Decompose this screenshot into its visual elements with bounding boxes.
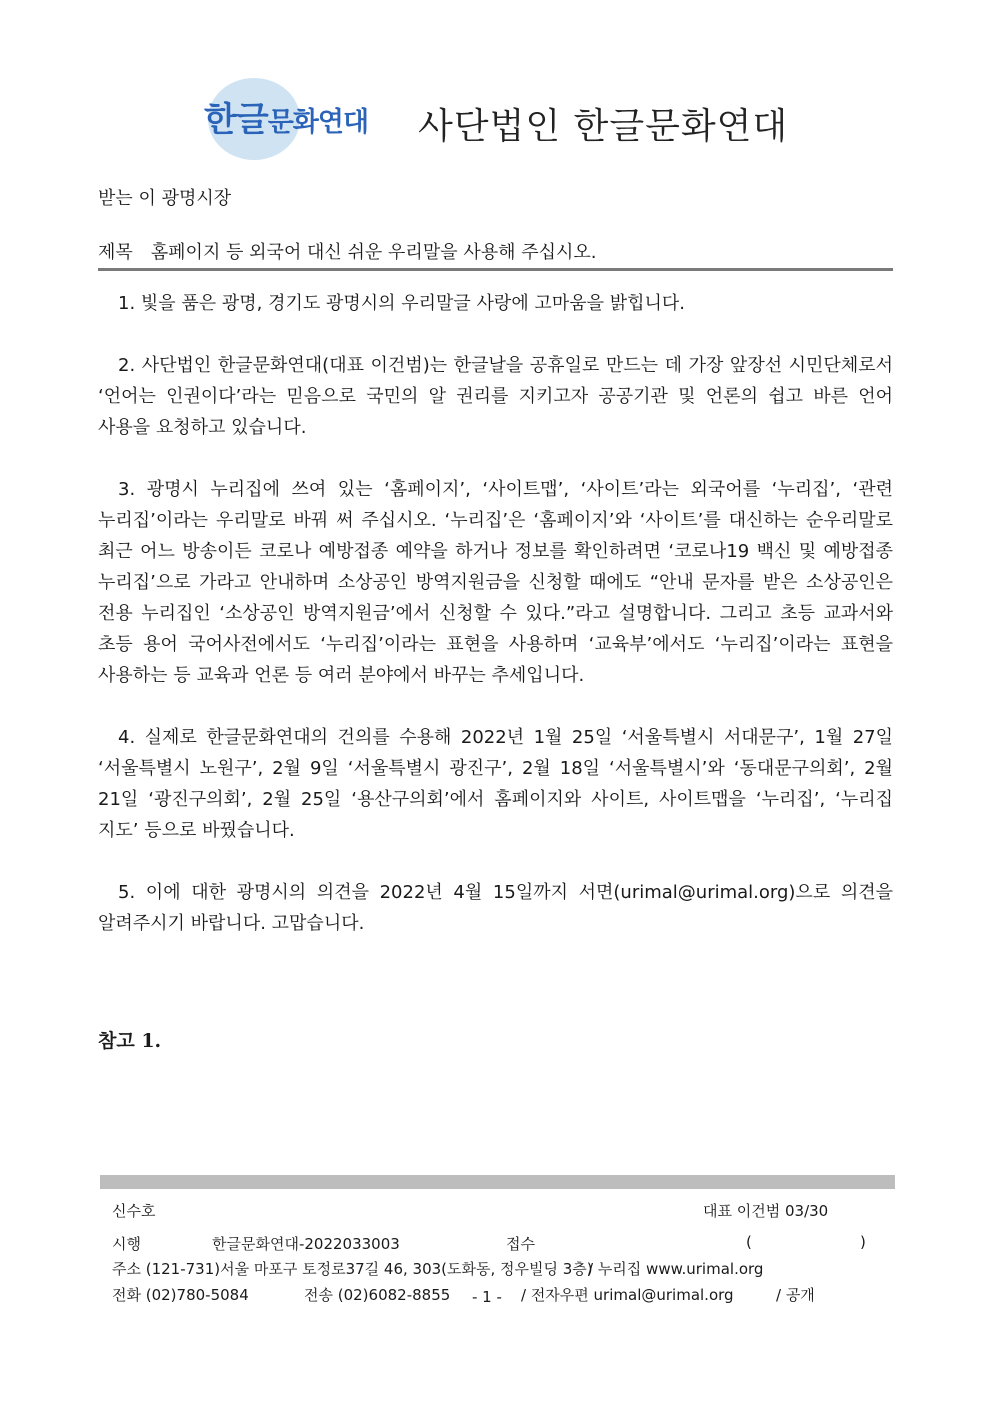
paragraph-4: 4. 실제로 한글문화연대의 건의를 수용해 2022년 1월 25일 ‘서울특별시 서대문구’, 1월 27일 ‘서울특별시 노원구’, 2월 9일 ‘서울특별시 광진구’, 2월 18일 ‘서울특별시’와 ‘동대문구의회’, 2월 21일 ‘광진구의회’, 2월 25일 ‘용산구의회’에서 홈페이지와 사이트, 사이트맵을 ‘누리집’, ‘누리집 지도’ 등으로 바꿨습니다.	[98, 727, 893, 841]
recipient: 받는 이 광명시장	[98, 188, 232, 209]
jeopsu-open-paren: (	[746, 1233, 752, 1251]
jeopsu-close-paren: )	[860, 1233, 866, 1251]
paragraph-3: 3. 광명시 누리집에 쓰여 있는 ‘홈페이지’, ‘사이트맵’, ‘사이트’라는 외국어를 ‘누리집’, ‘관련 누리집’이라는 우리말로 바꿔 써 주십시오. ‘누리집’은 ‘홈페이지’와 ‘사이트’를 대신하는 순우리말로 최근 어느 방송이든 코로나 예방접종 예약을 하거나 정보를 확인하려면 ‘코로나19 백신 및 예방접종 누리집’으로 가라고 안내하며 소상공인 방역지원금을 신청할 때에도 “안내 문자를 받은 소상공인은 전용 누리집인 ‘소상공인 방역지원금’에서 신청할 수 있다.”라고 설명합니다. 그리고 초등 교과서와 초등 용어 국어사전에서도 ‘누리집’이라는 표현을 사용하며 ‘교육부’에서도 ‘누리집’이라는 표현을 사용하는 등 교육과 언론 등 여러 분야에서 바꾸는 추세입니다.	[98, 479, 893, 686]
doc-number: 한글문화연대-2022033003	[212, 1235, 400, 1253]
header-divider	[98, 268, 893, 271]
letter-body	[98, 288, 893, 970]
org-title: 사단법인 한글문화연대	[418, 106, 789, 147]
footer-divider	[100, 1175, 895, 1189]
page-number: - 1 -	[472, 1288, 502, 1306]
paragraph-5: 5. 이에 대한 광명시의 의견을 2022년 4월 15일까지 서면(urimal@urimal.org)으로 의견을 알려주시기 바랍니다. 고맙습니다.	[98, 882, 893, 934]
signer: 대표 이건범 03/30	[703, 1202, 829, 1220]
logo-small-text: 문화연대	[267, 107, 369, 138]
logo-big-text: 한글	[204, 100, 268, 140]
disclosure: / 공개	[776, 1286, 815, 1304]
subject-text: 홈페이지 등 외국어 대신 쉬운 우리말을 사용해 주십시오.	[150, 242, 597, 263]
sinsuho: 신수호	[112, 1202, 156, 1220]
jeopsu-label: 접수	[506, 1235, 535, 1253]
paragraph-2: 2. 사단법인 한글문화연대(대표 이건범)는 한글날을 공휴일로 만드는 데 가장 앞장선 시민단체로서 ‘언어는 인권이다’라는 믿음으로 국민의 알 권리를 지키고자 공공기관 및 언론의 쉽고 바른 언어 사용을 요청하고 있습니다.	[98, 355, 893, 438]
homepage: / 누리집 www.urimal.org	[588, 1260, 764, 1278]
paragraph-1: 1. 빛을 품은 광명, 경기도 광명시의 우리말글 사랑에 고마움을 밝힙니다.	[118, 293, 685, 314]
reference-label: 참고 1.	[98, 1030, 162, 1052]
address: 주소 (121-731)서울 마포구 토정로37길 46, 303(도화동, 정우빌딩 3층)	[112, 1260, 593, 1278]
logo	[204, 92, 368, 141]
subject-line	[98, 238, 596, 264]
phone: 전화 (02)780-5084	[112, 1286, 249, 1304]
subject-label: 제목	[98, 242, 133, 263]
fax: 전송 (02)6082-8855	[304, 1286, 451, 1304]
sihaeng-label: 시행	[112, 1235, 141, 1253]
email: / 전자우편 urimal@urimal.org	[521, 1286, 734, 1304]
